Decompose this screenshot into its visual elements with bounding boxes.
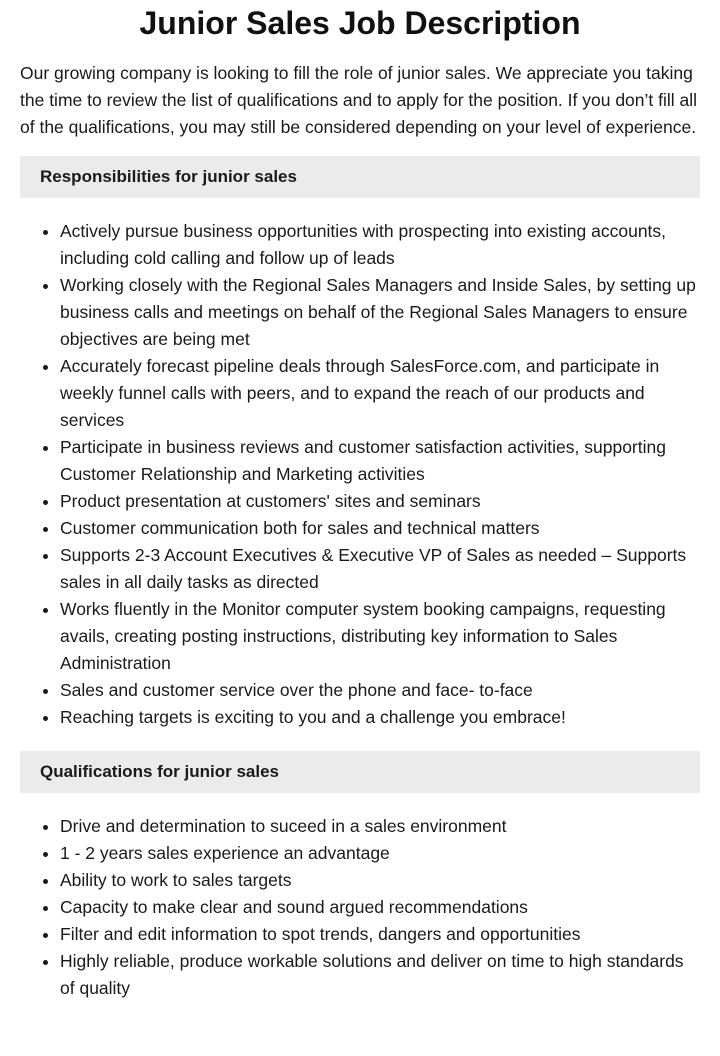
list-item: • Customer communication both for sales and technical matters <box>60 515 700 542</box>
responsibilities-list <box>20 218 700 731</box>
list-item: • Supports 2-3 Account Executives & Executive VP of Sales as needed – Supports sales in all daily tasks as directed <box>60 542 700 596</box>
list-item: • 1 - 2 years sales experience an advantage <box>60 840 700 867</box>
list-item: • Works fluently in the Monitor computer system booking campaigns, requesting avails, creating posting instructions, distributing key information to Sales Administration <box>60 596 700 677</box>
list-item: • Working closely with the Regional Sales Managers and Inside Sales, by setting up business calls and meetings on behalf of the Regional Sales Managers to ensure objectives are being met <box>60 272 700 353</box>
list-item: • Drive and determination to suceed in a sales environment <box>60 813 700 840</box>
list-item: • Product presentation at customers' sites and seminars <box>60 488 700 515</box>
page-title: Junior Sales Job Description <box>139 5 581 41</box>
list-item: • Accurately forecast pipeline deals through SalesForce.com, and participate in weekly funnel calls with peers, and to expand the reach of our products and services <box>60 353 700 434</box>
list-item: • Ability to work to sales targets <box>60 867 700 894</box>
list-item: • Highly reliable, produce workable solutions and deliver on time to high standards of quality <box>60 948 700 1002</box>
list-item: • Reaching targets is exciting to you and a challenge you embrace! <box>60 704 700 731</box>
list-item: • Actively pursue business opportunities with prospecting into existing accounts, including cold calling and follow up of leads <box>60 218 700 272</box>
qualifications-list <box>20 813 700 1002</box>
intro-paragraph: Our growing company is looking to fill the role of junior sales. We appreciate you taking the time to review the list of qualifications and to apply for the position. If you don’t fill all of the qualifications, you may still be considered depending on your level of experience. <box>20 63 698 137</box>
list-item: • Filter and edit information to spot trends, dangers and opportunities <box>60 921 700 948</box>
qualifications-heading: Qualifications for junior sales <box>20 751 700 793</box>
list-item: • Sales and customer service over the phone and face- to-face <box>60 677 700 704</box>
list-item: • Participate in business reviews and customer satisfaction activities, supporting Customer Relationship and Marketing activities <box>60 434 700 488</box>
list-item: • Capacity to make clear and sound argued recommendations <box>60 894 700 921</box>
responsibilities-heading: Responsibilities for junior sales <box>20 156 700 198</box>
